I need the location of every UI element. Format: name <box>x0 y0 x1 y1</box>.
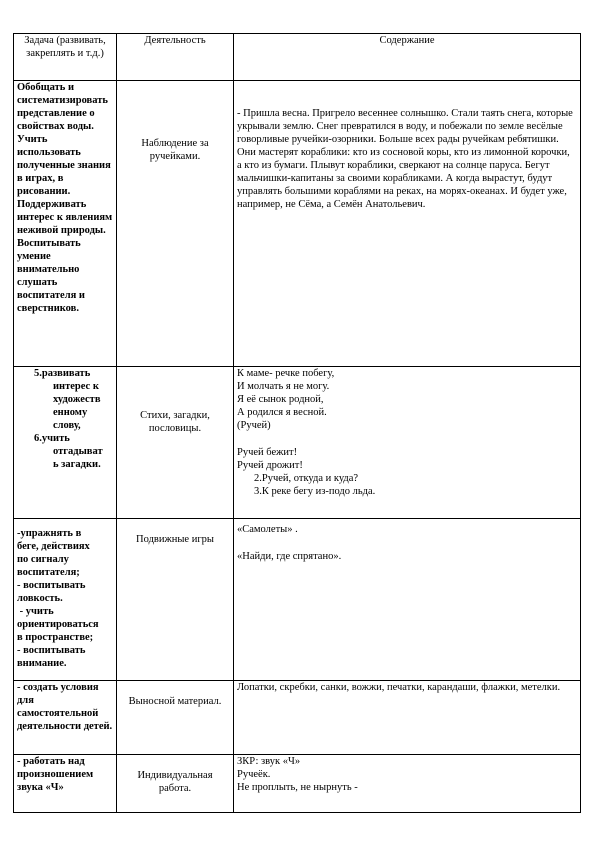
task-cell: - работать над произношением звука «Ч» <box>14 755 117 813</box>
table-row <box>14 367 581 519</box>
header-activity: Деятельность <box>117 34 234 81</box>
content-line: Я её сынок родной, <box>237 394 324 405</box>
content-line: Ручеёк. <box>237 769 271 780</box>
activity-cell: Стихи, загадки, пословицы. <box>117 367 234 519</box>
table-row <box>14 755 581 813</box>
content-cell <box>234 519 581 681</box>
activity-cell: Выносной материал. <box>117 681 234 755</box>
content-line: 3.К реке бегу из-подо льда. <box>254 485 376 497</box>
task-cell: Обобщать и систематизировать представление о свойствах воды. Учить использовать полученные знания в играх, в рисовании. Поддерживать интерес к явлениям неживой природы. Воспитывать умение внимательно слушать воспитателя и сверстников. <box>14 81 117 367</box>
task-line: - воспитывать <box>17 580 86 591</box>
content-line: «Самолеты» . <box>237 524 298 535</box>
task-line: беге, действиях <box>17 541 90 552</box>
table-row <box>14 519 581 681</box>
task-line: - воспитывать <box>17 645 86 656</box>
activity-cell: Подвижные игры <box>117 519 234 681</box>
content-line: Ручей бежит! <box>237 446 298 458</box>
activity-cell: Индивидуальная работа. <box>117 755 234 813</box>
task-cell <box>14 367 117 519</box>
content-line: ЗКР: звук «Ч» <box>237 756 301 767</box>
content-blank-line <box>237 536 577 550</box>
task-line: воспитателя; <box>17 567 80 578</box>
task-line: художеств <box>53 394 101 405</box>
content-cell: Лопатки, скребки, санки, вожжи, печатки, карандаши, флажки, метелки. <box>234 681 581 755</box>
task-line: отгадыват <box>53 446 103 457</box>
content-line: Не проплыть, не нырнуть - <box>237 782 358 793</box>
content-line: К маме- речке побегу, <box>237 368 335 379</box>
task-line: по сигналу <box>17 554 69 565</box>
task-line: - учить <box>17 606 54 617</box>
task-cell <box>14 519 117 681</box>
task-line: енному <box>53 407 88 418</box>
header-content: Содержание <box>234 34 581 81</box>
table-row <box>14 681 581 755</box>
header-row <box>14 34 581 81</box>
content-line: 2.Ручей, откуда и куда? <box>254 472 359 484</box>
task-line: ь загадки. <box>53 459 101 470</box>
task-line: -упражнять в <box>17 528 82 539</box>
table-row <box>14 81 581 367</box>
header-task: Задача (развивать, закреплять и т.д.) <box>14 34 117 81</box>
plan-table <box>13 33 581 813</box>
task-cell: - создать условия для самостоятельной деятельности детей. <box>14 681 117 755</box>
task-line: ориентироваться <box>17 619 99 630</box>
content-cell: - Пришла весна. Пригрело весеннее солнышко. Стали таять снега, которые укрывали землю. Снег превратился в воду, и побежали по земле весёлые говорливые ручейки-озорники. Больше всех рады ручейкам ребятишки. Они мастерят кораблики: кто из сосновой коры, кто из лимонной корочки, а кто из бумаги. Плывут кораблики, сверкают на солнце паруса. Бегут мальчишки-капитаны за своими корабликами. А когда вырастут, будут управлять большими кораблями на реках, на морях-океанах. И будет уже, например, не Сёма, а Семён Анатольевич. <box>234 81 581 367</box>
content-blank-line <box>237 432 577 446</box>
content-line: (Ручей) <box>237 420 271 431</box>
task-line: в пространстве; <box>17 632 94 643</box>
task-line: интерес к <box>53 381 99 392</box>
task-line: 5.развивать <box>34 368 91 379</box>
task-line: 6.учить <box>34 433 70 444</box>
content-line: И молчать я не могу. <box>237 381 330 392</box>
content-line: «Найди, где спрятано». <box>237 550 342 562</box>
content-cell <box>234 367 581 519</box>
content-line: Ручей дрожит! <box>237 459 303 471</box>
content-cell <box>234 755 581 813</box>
task-line: внимание. <box>17 658 67 669</box>
activity-cell: Наблюдение за ручейками. <box>117 81 234 367</box>
task-line: слову, <box>53 420 81 431</box>
task-line: ловкость. <box>17 593 63 604</box>
content-line: А родился я весной. <box>237 407 327 418</box>
